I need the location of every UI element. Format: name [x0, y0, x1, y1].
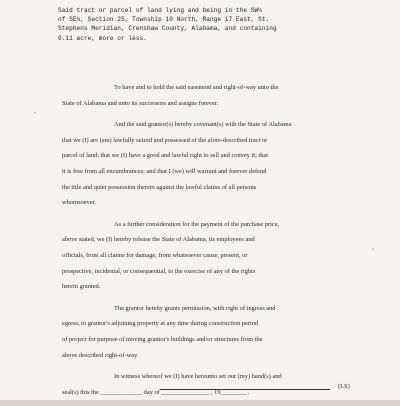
paper-speck [34, 112, 36, 114]
paper-speck [372, 248, 374, 250]
text-line: prospective, incidental, or consequential, to the exercise of any of the rights [62, 267, 256, 275]
text-line: State of Alabama and unto its successors and assigns forever. [62, 99, 219, 107]
text-line: officials, from all claims for damage, from whatsoever cause, present, or [62, 251, 248, 259]
text-line: seal(s) this the _____________ day of _______________ , 19________ . [62, 388, 250, 396]
text-line: that we (I) are (am) lawfully seized and possessed of the afore-described tract or [62, 136, 268, 144]
text-line: above described right-of-way. [62, 351, 139, 359]
habendum-paragraph [62, 80, 352, 111]
text-line: of project for purpose of moving grantor's buildings and/or structures from the [62, 335, 263, 343]
text-line: herein granted. [62, 283, 101, 291]
seal-label: (LS) [338, 383, 350, 390]
text-line: In witness whereof we (I) have hereunto set our (my) hand(s) and [114, 373, 282, 381]
text-line: And the said grantor(s) hereby covenant(s) with the State of Alabama [114, 121, 292, 129]
text-line: To have and to hold the said easement and right-of-way unto the [114, 84, 279, 91]
typed-line: Stephens Meridian, Crenshaw County, Alabama, and containing [58, 25, 277, 33]
text-line: the title and quiet possession thereto against the lawful claims of all persons [62, 183, 257, 191]
witness-paragraph [62, 369, 352, 400]
signature-line [160, 389, 330, 390]
text-line: whomsoever. [62, 199, 96, 207]
permission-paragraph [62, 301, 352, 363]
release-paragraph [62, 217, 352, 295]
deed-body [62, 80, 352, 406]
text-line: parcel of land; that we (I) have a good and lawful right to sell and convey it; that [62, 152, 269, 160]
typed-line: Said tract or parcel of land lying and being in the SW¼ [58, 7, 262, 14]
text-line: As a further consideration for the payment of the purchase price, [114, 220, 280, 228]
typed-line: 0.11 acre, more or less. [58, 34, 147, 42]
text-line: above stated, we (I) hereby release the State of Alabama, its employees and [62, 236, 255, 244]
text-line: The grantor hereby grants permission, with right of ingress and [114, 304, 276, 312]
typed-line: of SE¼, Section 25, Township 10 North, Range 17 East, St. [58, 16, 270, 24]
typed-property-description [58, 6, 358, 43]
text-line: egress, to grantor's adjoining property at any time during construction period [62, 320, 259, 328]
covenant-paragraph [62, 117, 352, 211]
text-line: it is free from all encumbrances; and that I (we) will warrant and forever defend [62, 167, 267, 175]
